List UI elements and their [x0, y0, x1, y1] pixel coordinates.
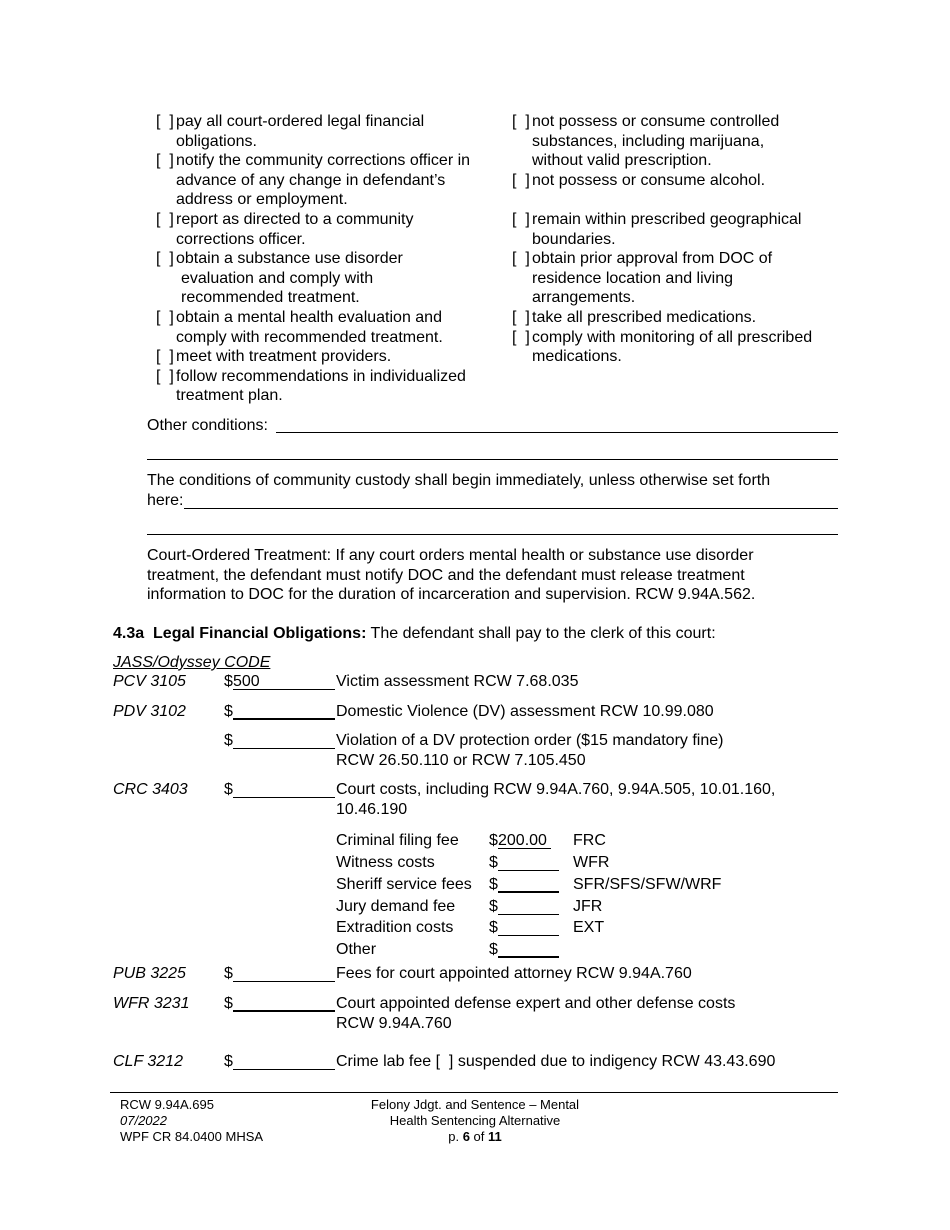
condition-text: not possess or consume controlled: [532, 113, 780, 130]
other-conditions-field[interactable]: [276, 432, 838, 433]
cost-label: Extradition costs: [336, 919, 454, 936]
desc-line: 10.46.190: [336, 800, 408, 818]
jass-code: PUB 3225: [113, 965, 186, 982]
custody-here-field[interactable]: [184, 508, 838, 509]
dollar-sign: $: [224, 965, 233, 982]
condition-text: obtain prior approval from DOC of: [532, 250, 773, 268]
fee-description: [336, 780, 775, 819]
cost-amount-field[interactable]: [498, 918, 559, 936]
checkbox-take-medications[interactable]: [ ]: [512, 308, 530, 326]
amount-field[interactable]: [233, 994, 335, 1012]
condition-mental-health-eval: [156, 308, 506, 347]
condition-text: remain within prescribed geographical: [532, 210, 802, 228]
fee-description: Victim assessment RCW 7.68.035: [336, 673, 579, 690]
condition-text: meet with treatment providers.: [176, 348, 392, 366]
dollar-sign: $: [224, 1053, 233, 1070]
condition-text: take all prescribed medications.: [532, 308, 757, 326]
condition-text: treatment plan.: [176, 387, 283, 405]
condition-text: medications.: [532, 348, 622, 366]
dollar-sign: $: [224, 995, 233, 1012]
condition-text: recommended treatment.: [181, 289, 360, 307]
page-prefix: p.: [448, 1129, 463, 1144]
amount-field[interactable]: [233, 964, 335, 982]
condition-text: follow recommendations in individualized: [176, 367, 466, 385]
checkbox-substance-eval[interactable]: [ ]: [156, 250, 174, 268]
section-intro: The defendant shall pay to the clerk of this court:: [366, 625, 716, 642]
cost-amount-field[interactable]: [498, 940, 559, 958]
cost-label: Witness costs: [336, 854, 435, 871]
dollar-sign: $: [489, 898, 498, 915]
cost-code: EXT: [573, 919, 605, 936]
checkbox-follow-plan[interactable]: [ ]: [156, 367, 174, 385]
dollar-sign: $: [224, 673, 233, 690]
fee-description: [336, 731, 723, 770]
custody-here-label: here:: [147, 492, 184, 509]
dollar-sign: $: [489, 854, 498, 871]
condition-geographic-boundaries: [512, 210, 852, 249]
condition-no-controlled-substances: [512, 112, 852, 171]
condition-text: not possess or consume alcohol.: [532, 171, 766, 189]
condition-report-cco: [156, 210, 506, 249]
checkbox-no-alcohol[interactable]: [ ]: [512, 171, 530, 189]
fee-description: Domestic Violence (DV) assessment RCW 10.99.080: [336, 703, 714, 720]
condition-text: advance of any change in defendant’s: [176, 171, 446, 189]
condition-meet-providers: [156, 347, 506, 367]
section-title: Legal Financial Obligations:: [153, 625, 367, 642]
cost-label: Jury demand fee: [336, 898, 456, 915]
amount-field[interactable]: [233, 702, 335, 720]
condition-text: corrections officer.: [176, 230, 306, 248]
condition-residence-approval: [512, 249, 852, 308]
condition-take-medications: [512, 308, 852, 328]
cost-code: SFR/SFS/SFW/WRF: [573, 876, 722, 893]
cost-code: FRC: [573, 832, 606, 849]
page-of: of: [469, 1129, 489, 1144]
desc-line: Court appointed defense expert and other defense costs: [336, 995, 736, 1012]
amount-field[interactable]: [233, 731, 335, 749]
condition-no-alcohol: [512, 171, 852, 191]
page-total: 11: [488, 1129, 502, 1144]
footer-title-line2: Health Sentencing Alternative: [389, 1113, 561, 1128]
condition-text: obtain a substance use disorder: [176, 250, 403, 268]
cost-code: WFR: [573, 854, 610, 871]
cost-amount-field[interactable]: [498, 875, 559, 893]
condition-text: boundaries.: [532, 230, 616, 248]
footer-left: [120, 1097, 263, 1145]
custody-start-text: The conditions of community custody shall begin immediately, unless otherwise set forth: [147, 472, 771, 489]
checkbox-report-cco[interactable]: [ ]: [156, 210, 174, 228]
cost-amount-field[interactable]: [498, 897, 559, 915]
page-number: [340, 1129, 610, 1145]
footer-divider: [110, 1092, 838, 1093]
condition-text: without valid prescription.: [532, 152, 712, 170]
desc-line: RCW 9.94A.760: [336, 1014, 452, 1032]
amount-field[interactable]: [233, 1052, 335, 1070]
custody-here-field-line2[interactable]: [147, 534, 838, 535]
condition-text: notify the community corrections officer in: [176, 152, 471, 170]
condition-text: report as directed to a community: [176, 210, 414, 228]
checkbox-pay-lfo[interactable]: [ ]: [156, 113, 174, 130]
footer-form-id: WPF CR 84.0400 MHSA: [120, 1129, 264, 1144]
condition-text: comply with monitoring of all prescribed: [532, 328, 813, 346]
condition-text: evaluation and comply with: [181, 269, 374, 287]
condition-text: pay all court-ordered legal financial: [176, 113, 425, 130]
condition-text: obtain a mental health evaluation and: [176, 308, 442, 326]
spacer: [512, 190, 852, 210]
condition-text: address or employment.: [176, 191, 348, 209]
dollar-sign: $: [489, 832, 498, 849]
amount-field[interactable]: [233, 780, 335, 798]
conditions-right-column: [512, 112, 852, 367]
spacer: [144, 625, 153, 642]
other-conditions-label: Other conditions:: [147, 417, 268, 434]
cost-label: Sheriff service fees: [336, 876, 472, 893]
condition-medication-monitoring: [512, 328, 852, 367]
fee-description: Fees for court appointed attorney RCW 9.94A.760: [336, 965, 692, 982]
dollar-sign: $: [489, 919, 498, 936]
dollar-sign: $: [224, 781, 233, 798]
jass-code: PDV 3102: [113, 703, 186, 720]
condition-text: substances, including marijuana,: [532, 132, 765, 150]
desc-line: Violation of a DV protection order ($15 mandatory fine): [336, 732, 724, 749]
section-number: 4.3a: [113, 625, 145, 642]
fee-description: Crime lab fee [ ] suspended due to indigency RCW 43.43.690: [336, 1053, 776, 1070]
condition-notify-cco: [156, 151, 506, 210]
fee-description: [336, 994, 735, 1033]
condition-text: residence location and living: [532, 269, 734, 287]
checkbox-geographic-boundaries[interactable]: [ ]: [512, 210, 530, 228]
dollar-sign: $: [224, 732, 233, 749]
page-current: 6: [462, 1129, 470, 1144]
cost-amount-field[interactable]: 200.00: [498, 831, 551, 849]
paragraph-line: treatment, the defendant must notify DOC and the defendant must release treatment: [147, 566, 745, 584]
checkbox-notify-cco[interactable]: [ ]: [156, 152, 174, 170]
checkbox-no-controlled-substances[interactable]: [ ]: [512, 113, 530, 130]
condition-text: obligations.: [176, 132, 257, 150]
desc-line: RCW 26.50.110 or RCW 7.105.450: [336, 751, 586, 769]
jass-code: CRC 3403: [113, 781, 188, 798]
conditions-left-column: [156, 112, 506, 406]
footer-title-line1: Felony Jdgt. and Sentence – Mental: [370, 1097, 580, 1112]
cost-label: Other: [336, 941, 377, 958]
checkbox-medication-monitoring[interactable]: [ ]: [512, 328, 530, 346]
code-column-header: JASS/Odyssey CODE: [113, 654, 271, 671]
footer-date: 07/2022: [120, 1113, 167, 1128]
lfo-heading: [113, 624, 716, 644]
checkbox-meet-providers[interactable]: [ ]: [156, 348, 174, 366]
jass-code: WFR 3231: [113, 995, 190, 1012]
dollar-sign: $: [489, 876, 498, 893]
jass-code: CLF 3212: [113, 1053, 183, 1070]
condition-text: comply with recommended treatment.: [176, 328, 443, 346]
checkbox-mental-health-eval[interactable]: [ ]: [156, 308, 174, 326]
condition-substance-eval: [156, 249, 506, 308]
paragraph-line: information to DOC for the duration of incarceration and supervision. RCW 9.94A.562.: [147, 586, 756, 604]
condition-pay-lfo: [156, 112, 506, 151]
dollar-sign: $: [224, 703, 233, 720]
amount-field[interactable]: 500: [233, 672, 335, 690]
court-ordered-treatment-paragraph: [147, 546, 847, 605]
condition-text: arrangements.: [532, 289, 636, 307]
cost-label: Criminal filing fee: [336, 832, 459, 849]
paragraph-line: Court-Ordered Treatment: If any court orders mental health or substance use disorder: [147, 547, 754, 564]
dollar-sign: $: [489, 941, 498, 958]
footer-center: [340, 1097, 610, 1145]
cost-amount-field[interactable]: [498, 853, 559, 871]
condition-follow-plan: [156, 367, 506, 406]
footer-rcw: RCW 9.94A.695: [120, 1097, 214, 1112]
other-conditions-field-line2[interactable]: [147, 459, 838, 460]
desc-line: Court costs, including RCW 9.94A.760, 9.94A.505, 10.01.160,: [336, 781, 776, 798]
checkbox-residence-approval[interactable]: [ ]: [512, 250, 530, 268]
cost-code: JFR: [573, 898, 603, 915]
jass-code: PCV 3105: [113, 673, 186, 690]
